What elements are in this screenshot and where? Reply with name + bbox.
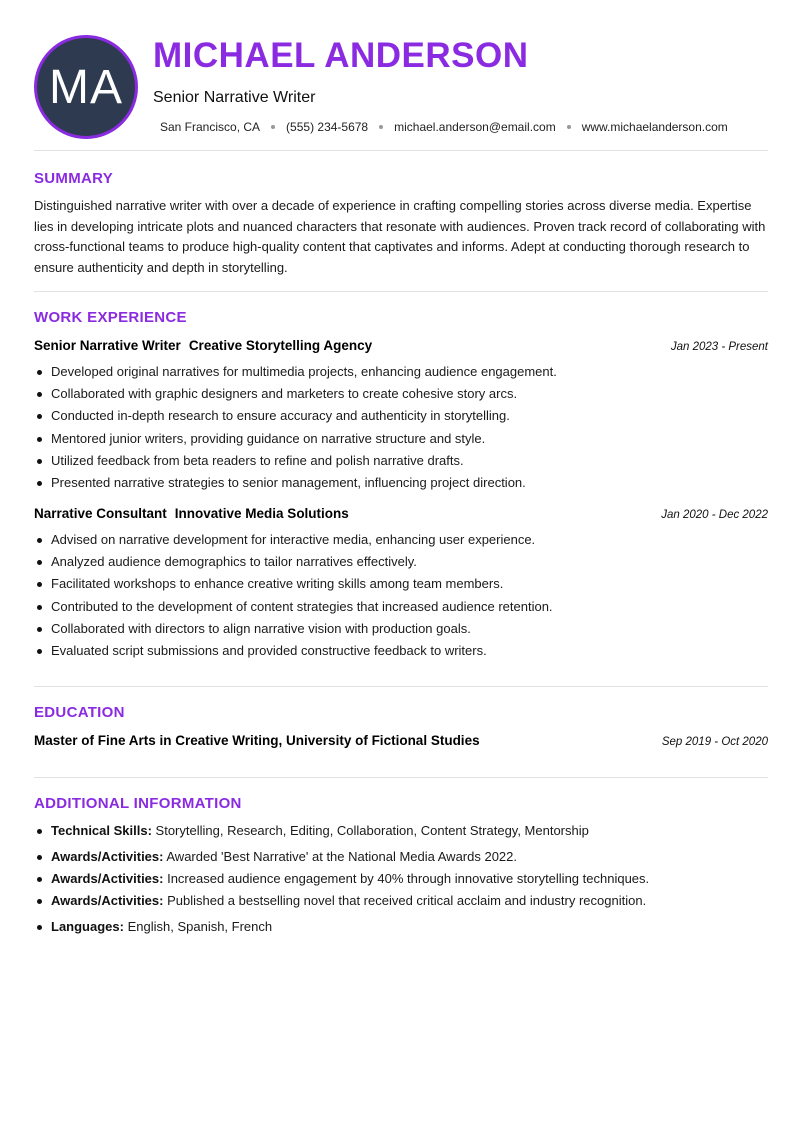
divider	[34, 686, 768, 687]
education-dates: Sep 2019 - Oct 2020	[661, 736, 768, 748]
job-dates: Jan 2020 - Dec 2022	[661, 509, 768, 521]
list-item: Developed original narratives for multimedia projects, enhancing audience engagement.	[34, 361, 768, 383]
work-experience-heading: WORK EXPERIENCE	[34, 309, 187, 326]
job-title-line	[34, 338, 372, 353]
list-item	[34, 868, 768, 890]
list-item: Advised on narrative development for interactive media, enhancing user experience.	[34, 529, 768, 551]
additional-info-list	[34, 820, 768, 938]
info-label: Technical Skills:	[51, 823, 152, 838]
job-title-line	[34, 506, 349, 521]
additional-info-heading: ADDITIONAL INFORMATION	[34, 795, 242, 812]
info-label: Awards/Activities:	[51, 871, 164, 886]
summary-text: Distinguished narrative writer with over a decade of experience in crafting compelling stories across diverse media. Expertise lies in developing intricate plots and nuanced characters that resonate with audiences. Proven track record of collaborating with cross-functional teams to produce high-quality content that captivates and informs. Adept at conducting thorough research to ensure authenticity and depth in storytelling.	[34, 198, 766, 275]
list-item	[34, 846, 768, 868]
info-value: Storytelling, Research, Editing, Collaboration, Content Strategy, Mentorship	[155, 823, 589, 838]
candidate-name: MICHAEL ANDERSON	[153, 36, 529, 75]
job-company: Creative Storytelling Agency	[188, 338, 373, 353]
contact-line	[160, 120, 728, 134]
separator-dot-icon	[379, 125, 383, 129]
list-item: Presented narrative strategies to senior management, influencing project direction.	[34, 472, 768, 494]
job-role: Senior Narrative Writer	[34, 338, 181, 353]
list-item: Collaborated with graphic designers and marketers to create cohesive story arcs.	[34, 383, 768, 405]
list-item: Analyzed audience demographics to tailor narratives effectively.	[34, 551, 768, 573]
list-item: Facilitated workshops to enhance creative writing skills among team members.	[34, 573, 768, 595]
info-label: Languages:	[51, 919, 124, 934]
job-header	[34, 506, 768, 521]
info-label: Awards/Activities:	[51, 893, 164, 908]
list-item: Evaluated script submissions and provided constructive feedback to writers.	[34, 640, 768, 662]
education-entry	[34, 733, 768, 748]
info-value: Increased audience engagement by 40% through innovative storytelling techniques.	[167, 871, 650, 886]
job-dates: Jan 2023 - Present	[670, 341, 768, 353]
list-item	[34, 820, 768, 842]
list-item: Mentored junior writers, providing guidance on narrative structure and style.	[34, 428, 768, 450]
list-item: Utilized feedback from beta readers to refine and polish narrative drafts.	[34, 450, 768, 472]
contact-phone: (555) 234-5678	[286, 120, 369, 134]
info-value: English, Spanish, French	[127, 919, 273, 934]
candidate-headline: Senior Narrative Writer	[153, 89, 316, 106]
list-item	[34, 916, 768, 938]
divider	[34, 150, 768, 151]
job-role: Narrative Consultant	[34, 506, 167, 521]
list-item: Collaborated with directors to align narrative vision with production goals.	[34, 618, 768, 640]
info-value: Awarded 'Best Narrative' at the National Media Awards 2022.	[166, 849, 518, 864]
education-heading: EDUCATION	[34, 704, 125, 721]
divider	[34, 777, 768, 778]
info-value: Published a bestselling novel that received critical acclaim and industry recognition.	[167, 893, 647, 908]
avatar	[34, 35, 138, 139]
contact-location: San Francisco, CA	[160, 120, 261, 134]
avatar-initials: MA	[49, 60, 123, 114]
job-header	[34, 338, 768, 353]
job-bullets	[34, 361, 768, 494]
degree-title: Master of Fine Arts in Creative Writing, University of Fictional Studies	[34, 733, 480, 748]
summary-heading: SUMMARY	[34, 170, 114, 187]
contact-website[interactable]: www.michaelanderson.com	[581, 120, 728, 134]
info-label: Awards/Activities:	[51, 849, 164, 864]
list-item	[34, 890, 768, 912]
separator-dot-icon	[271, 125, 275, 129]
job-bullets	[34, 529, 768, 662]
list-item: Contributed to the development of content strategies that increased audience retention.	[34, 596, 768, 618]
contact-email[interactable]: michael.anderson@email.com	[394, 120, 556, 134]
list-item: Conducted in-depth research to ensure accuracy and authenticity in storytelling.	[34, 405, 768, 427]
divider	[34, 291, 768, 292]
separator-dot-icon	[567, 125, 571, 129]
job-company: Innovative Media Solutions	[174, 506, 349, 521]
